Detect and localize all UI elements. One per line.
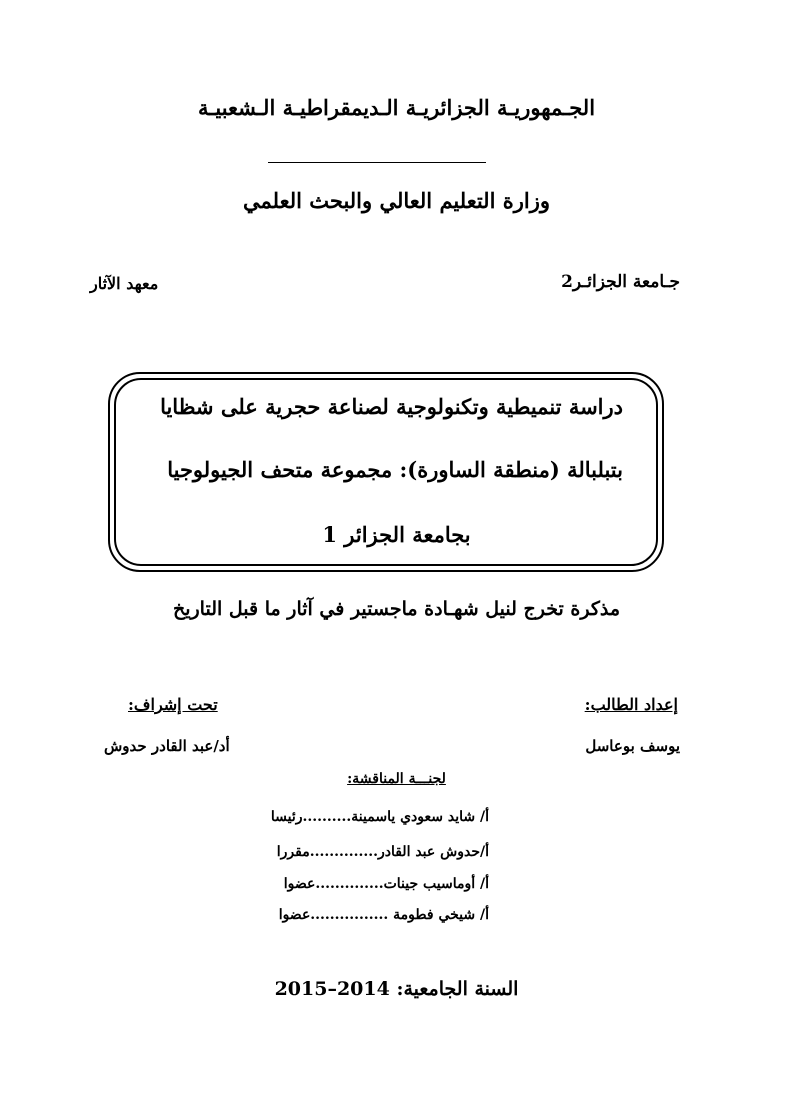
supervision-label: تحت إشراف: <box>128 695 218 714</box>
thesis-title-line-2: بتبلبالة (منطقة الساورة): مجموعة متحف الجيولوجيا <box>167 457 623 482</box>
ministry-heading: وزارة التعليم العالي والبحث العلمي <box>243 188 550 213</box>
committee-member: أ/ شيخي فطومة ................عضوا <box>278 907 489 923</box>
university-name: جـامعة الجزائـر2 <box>561 272 680 292</box>
degree-statement: مذكرة تخرج لنيل شهـادة ماجستير في آثار ما قبل التاريخ <box>172 598 621 620</box>
thesis-title-line-3: بجامعة الجزائر 1 <box>322 522 471 547</box>
committee-member: أ/حدوش عبد القادر..............مقررا <box>276 844 489 860</box>
academic-year: السنة الجامعية: 2014–2015 <box>274 978 519 1000</box>
header-divider <box>268 162 486 163</box>
thesis-title-line-1: دراسة تنميطية وتكنولوجية لصناعة حجرية على شظايا <box>160 394 623 419</box>
prepared-by-label: إعداد الطالب: <box>584 695 678 714</box>
committee-member: أ/ شايد سعودي ياسمينة..........رئيسا <box>270 809 489 825</box>
committee-label: لجنـــة المناقشة: <box>347 771 446 787</box>
student-name: يوسف بوعاسل <box>585 737 680 755</box>
supervisor-name: أد/عبد القادر حدوش <box>104 737 230 755</box>
institute-name: معهد الآثار <box>90 274 159 293</box>
committee-member: أ/ أوماسيب جينات..............عضوا <box>283 876 489 892</box>
republic-heading: الجـمهوريـة الجزائريـة الـديمقراطيـة الـشعبيـة <box>197 95 596 120</box>
